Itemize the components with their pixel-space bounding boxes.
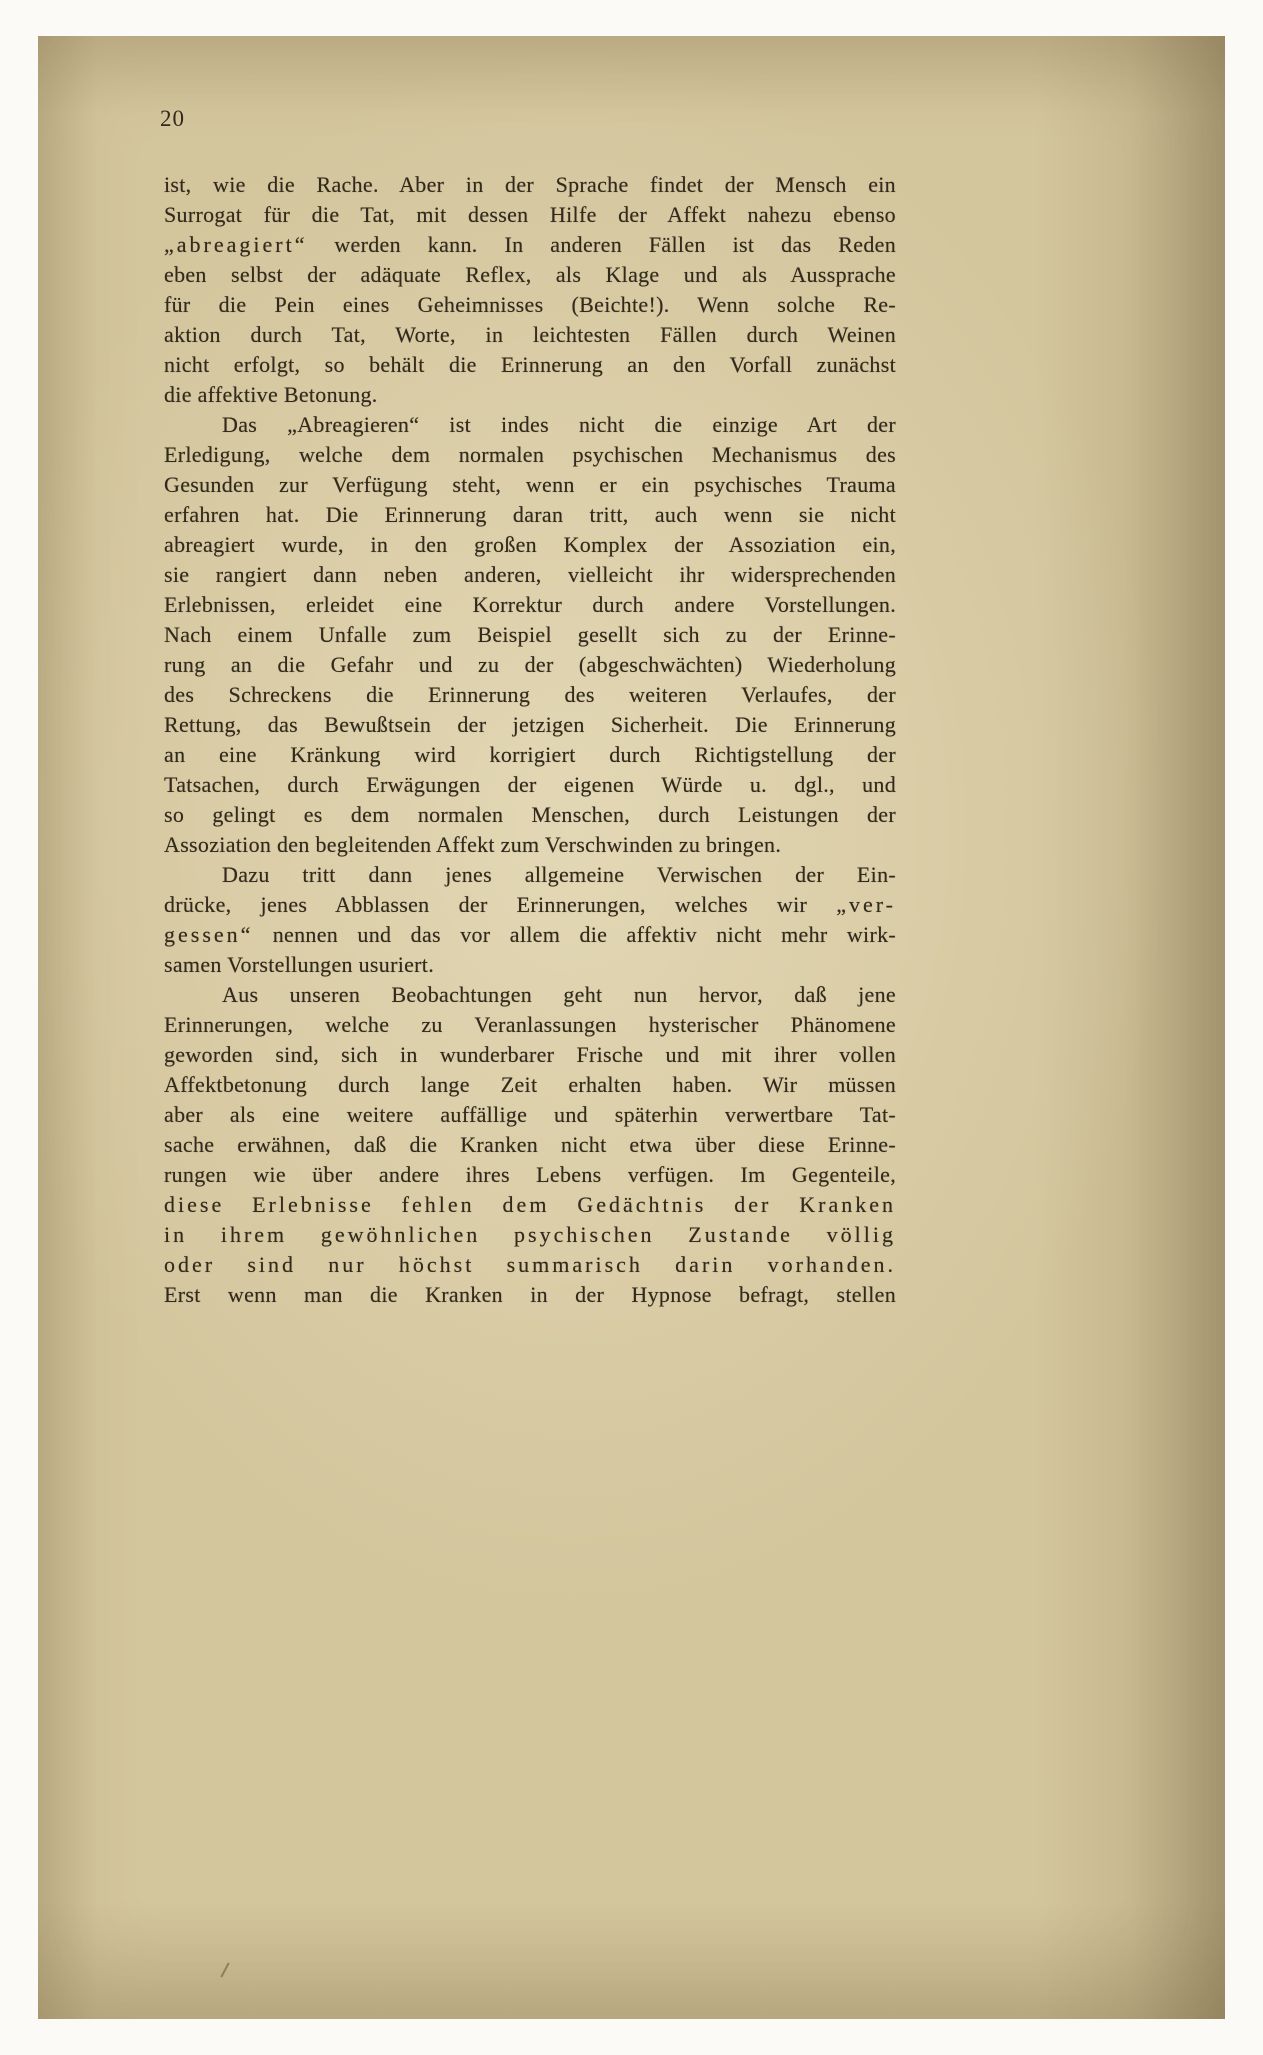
text-segment: Dazu tritt dann jenes allgemeine Verwischen der Ein- <box>222 862 896 887</box>
text-line <box>164 920 896 950</box>
text-line <box>164 890 896 920</box>
text-line <box>164 710 896 740</box>
text-segment: abreagiert wurde, in den großen Komplex der Assoziation ein, <box>164 532 896 557</box>
text-block <box>164 170 896 1310</box>
paragraph <box>164 170 896 410</box>
text-line <box>164 1250 896 1280</box>
text-segment: nicht erfolgt, so behält die Erinnerung an den Vorfall zunächst <box>164 352 896 377</box>
text-line <box>164 650 896 680</box>
text-line <box>164 1220 896 1250</box>
text-line <box>164 470 896 500</box>
text-line <box>164 1160 896 1190</box>
text-segment: diese Erlebnisse fehlen dem Gedächtnis der Kranken <box>164 1192 896 1217</box>
text-line <box>164 560 896 590</box>
text-segment: so gelingt es dem normalen Menschen, durch Leistungen der <box>164 802 896 827</box>
text-segment: Tatsachen, durch Erwägungen der eigenen Würde u. dgl., und <box>164 772 896 797</box>
text-segment: Erst wenn man die Kranken in der Hypnose befragt, stellen <box>164 1282 896 1307</box>
text-segment: geworden sind, sich in wunderbarer Frische und mit ihrer vollen <box>164 1042 896 1067</box>
paragraph <box>164 980 896 1310</box>
text-segment: Das „Abreagieren“ ist indes nicht die einzige Art der <box>222 412 896 437</box>
paragraph <box>164 410 896 860</box>
text-segment: Rettung, das Bewußtsein der jetzigen Sicherheit. Die Erinnerung <box>164 712 896 737</box>
text-line <box>164 1130 896 1160</box>
text-segment: rungen wie über andere ihres Lebens verfügen. Im Gegenteile, <box>164 1162 896 1187</box>
text-segment: Assoziation den begleitenden Affekt zum Verschwinden zu bringen. <box>164 832 782 857</box>
text-segment: Erledigung, welche dem normalen psychischen Mechanismus des <box>164 442 896 467</box>
text-line <box>164 410 896 440</box>
text-segment: rung an die Gefahr und zu der (abgeschwächten) Wiederholung <box>164 652 896 677</box>
text-line <box>164 230 896 260</box>
text-line <box>164 440 896 470</box>
text-segment: „abreagiert“ <box>164 232 308 257</box>
text-segment: Surrogat für die Tat, mit dessen Hilfe der Affekt nahezu ebenso <box>164 202 896 227</box>
text-line <box>164 800 896 830</box>
text-line <box>164 380 896 410</box>
text-line <box>164 770 896 800</box>
text-segment: des Schreckens die Erinnerung des weiteren Verlaufes, der <box>164 682 896 707</box>
text-segment: werden kann. In anderen Fällen ist das Reden <box>307 232 896 257</box>
paragraph <box>164 860 896 980</box>
text-line <box>164 320 896 350</box>
text-segment: für die Pein eines Geheimnisses (Beichte!). Wenn solche Re- <box>164 292 896 317</box>
text-segment: Gesunden zur Verfügung steht, wenn er ein psychisches Trauma <box>164 472 896 497</box>
text-line <box>164 860 896 890</box>
text-line <box>164 1010 896 1040</box>
text-segment: „ver- <box>836 892 896 917</box>
text-line <box>164 500 896 530</box>
text-line <box>164 830 896 860</box>
text-segment: Erinnerungen, welche zu Veranlassungen hysterischer Phänomene <box>164 1012 896 1037</box>
text-segment: ist, wie die Rache. Aber in der Sprache findet der Mensch ein <box>164 172 896 197</box>
text-segment: Affektbetonung durch lange Zeit erhalten haben. Wir müssen <box>164 1072 896 1097</box>
text-segment: an eine Kränkung wird korrigiert durch Richtigstellung der <box>164 742 896 767</box>
text-line <box>164 200 896 230</box>
text-line <box>164 260 896 290</box>
text-segment: samen Vorstellungen usuriert. <box>164 952 435 977</box>
text-segment: drücke, jenes Abblassen der Erinnerungen, welches wir <box>164 892 837 917</box>
book-page <box>38 36 1225 2019</box>
text-segment: sie rangiert dann neben anderen, vielleicht ihr widersprechenden <box>164 562 896 587</box>
text-line <box>164 170 896 200</box>
text-segment: erfahren hat. Die Erinnerung daran tritt, auch wenn sie nicht <box>164 502 896 527</box>
text-segment: nennen und das vor allem die affektiv nicht mehr wirk- <box>253 922 896 947</box>
text-line <box>164 1280 896 1310</box>
text-line <box>164 530 896 560</box>
text-segment: Aus unseren Beobachtungen geht nun hervor, daß jene <box>222 982 896 1007</box>
text-line <box>164 620 896 650</box>
text-line <box>164 950 896 980</box>
text-line <box>164 1190 896 1220</box>
text-line <box>164 1040 896 1070</box>
text-segment: aber als eine weitere auffällige und späterhin verwertbare Tat- <box>164 1102 896 1127</box>
text-line <box>164 980 896 1010</box>
text-segment: Erlebnissen, erleidet eine Korrektur durch andere Vorstellungen. <box>164 592 896 617</box>
text-line <box>164 680 896 710</box>
text-line <box>164 1070 896 1100</box>
text-segment: gessen“ <box>164 922 254 947</box>
text-segment: eben selbst der adäquate Reflex, als Klage und als Aussprache <box>164 262 896 287</box>
text-line <box>164 740 896 770</box>
pen-mark <box>220 1962 229 1977</box>
text-line <box>164 350 896 380</box>
text-segment: die affektive Betonung. <box>164 382 378 407</box>
text-line <box>164 590 896 620</box>
text-line <box>164 290 896 320</box>
text-segment: oder sind nur höchst summarisch darin vorhanden. <box>164 1252 896 1277</box>
text-segment: in ihrem gewöhnlichen psychischen Zustande völlig <box>164 1222 896 1247</box>
text-line <box>164 1100 896 1130</box>
text-segment: Nach einem Unfalle zum Beispiel gesellt sich zu der Erinne- <box>164 622 896 647</box>
text-segment: aktion durch Tat, Worte, in leichtesten Fällen durch Weinen <box>164 322 896 347</box>
text-segment: sache erwähnen, daß die Kranken nicht etwa über diese Erinne- <box>164 1132 896 1157</box>
page-number: 20 <box>160 106 185 131</box>
